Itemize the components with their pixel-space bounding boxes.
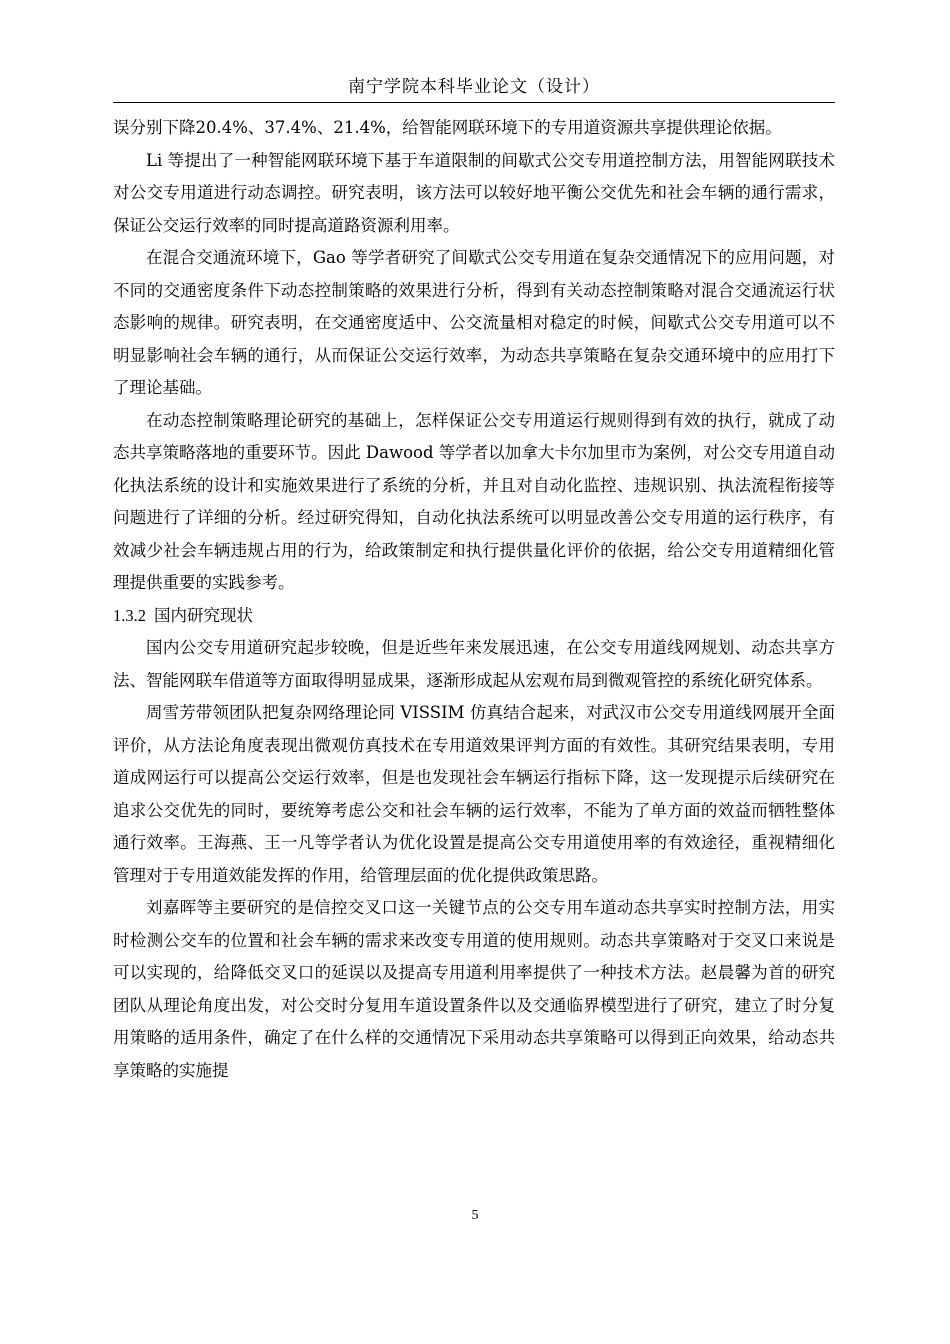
paragraph-liu: 刘嘉晖等主要研究的是信控交叉口这一关键节点的公交专用车道动态共享实时控制方法，用实时检测公交车的位置和社会车辆的需求来改变专用道的使用规则。动态共享策略对于交叉口来说是可以实现的，给降低交叉口的延误以及提高专用道利用率提供了一种技术方法。赵晨馨为首的研究团队从理论角度出发，对公交时分复用车道设置条件以及交通临界模型进行了研究，建立了时分复用策略的适用条件，确定了在什么样的交通情况下采用动态共享策略可以得到正向效果，给动态共享策略的实施提 xyxy=(113,898,835,1080)
body-text xyxy=(113,112,835,1087)
section-heading xyxy=(113,600,835,633)
paragraph-continuation: 误分别下降20.4%、37.4%、21.4%，给智能网联环境下的专用道资源共享提供理论依据。 xyxy=(113,118,782,137)
paragraph-dawood: 在动态控制策略理论研究的基础上，怎样保证公交专用道运行规则得到有效的执行，就成了动态共享策略落地的重要环节。因此 Dawood 等学者以加拿大卡尔加里市为案例，对公交专用道自动化执法系统的设计和实施效果进行了系统的分析，并且对自动化监控、违规识别、执法流程衔接等问题进行了详细的分析。经过研究得知，自动化执法系统可以明显改善公交专用道的运行秩序，有效减少社会车辆违规占用的行为，给政策制定和执行提供量化评价的依据，给公交专用道精细化管理提供重要的实践参考。 xyxy=(113,410,835,592)
paragraph-li: Li 等提出了一种智能网联环境下基于车道限制的间歇式公交专用道控制方法，用智能网联技术对公交专用道进行动态调控。研究表明，该方法可以较好地平衡公交优先和社会车辆的通行需求，保证公交运行效率的同时提高道路资源利用率。 xyxy=(113,150,835,235)
section-title: 国内研究现状 xyxy=(154,605,253,625)
page-number: 5 xyxy=(471,1208,479,1223)
section-number: 1.3.2 xyxy=(113,605,146,625)
paragraph-domestic-intro: 国内公交专用道研究起步较晚，但是近些年来发展迅速，在公交专用道线网规划、动态共享方法、智能网联车借道等方面取得明显成果，逐渐形成起从宏观布局到微观管控的系统化研究体系。 xyxy=(113,638,835,690)
header-divider xyxy=(113,102,835,103)
paragraph-gao: 在混合交通流环境下，Gao 等学者研究了间歇式公交专用道在复杂交通情况下的应用问题，对不同的交通密度条件下动态控制策略的效果进行分析，得到有关动态控制策略对混合交通流运行状态影响的规律。研究表明，在交通密度适中、公交流量相对稳定的时候，间歇式公交专用道可以不明显影响社会车辆的通行，从而保证公交运行效率，为动态共享策略在复杂交通环境中的应用打下了理论基础。 xyxy=(113,248,835,397)
paragraph-zhou: 周雪芳带领团队把复杂网络理论同 VISSIM 仿真结合起来，对武汉市公交专用道线网展开全面评价，从方法论角度表现出微观仿真技术在专用道效果评判方面的有效性。其研究结果表明，专用道成网运行可以提高公交运行效率，但是也发现社会车辆运行指标下降，这一发现提示后续研究在追求公交优先的同时，要统筹考虑公交和社会车辆的运行效率，不能为了单方面的效益而牺牲整体通行效率。王海燕、王一凡等学者认为优化设置是提高公交专用道使用率的有效途径，重视精细化管理对于专用道效能发挥的作用，给管理层面的优化提供政策思路。 xyxy=(113,703,835,885)
page-header-title: 南宁学院本科毕业论文（设计） xyxy=(348,77,600,97)
